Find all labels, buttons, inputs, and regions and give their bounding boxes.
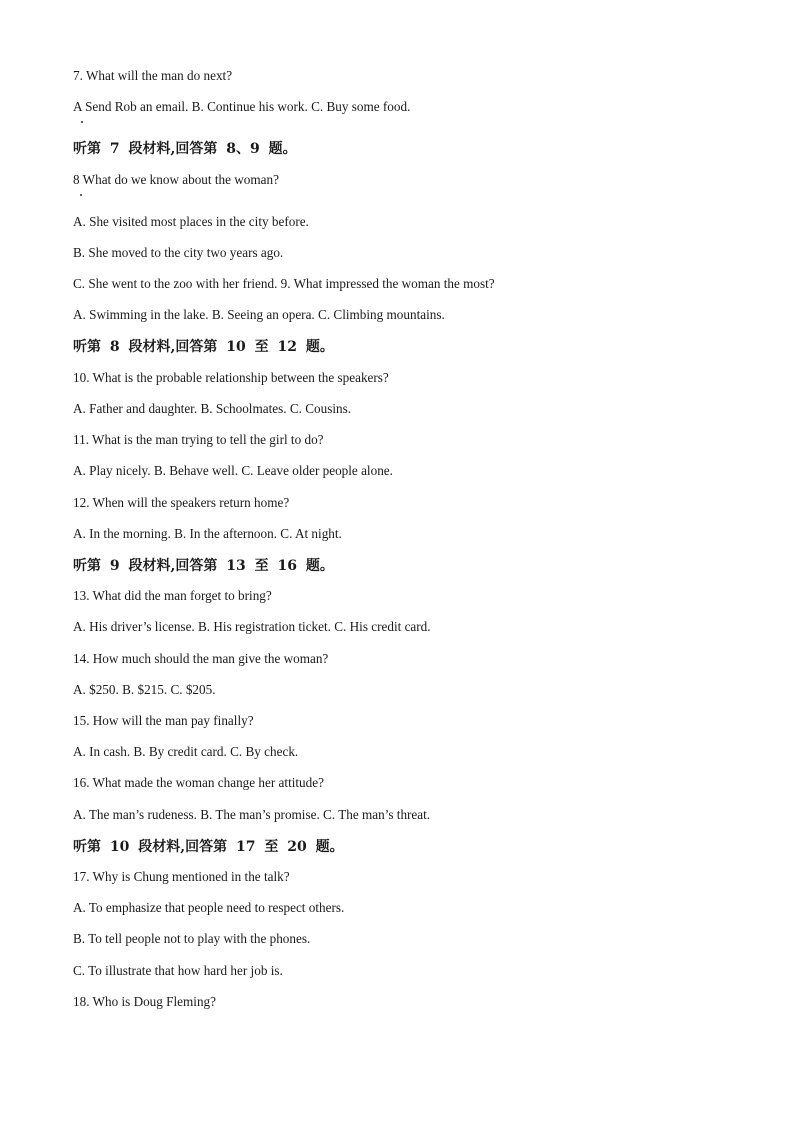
section-heading-10: 听第 10 段材料,回答第 17 至 20 题。 [73, 839, 344, 855]
question-7: 7. What will the man do next? [73, 68, 233, 83]
section-heading-8: 听第 8 段材料,回答第 10 至 12 题。 [73, 339, 334, 355]
question-8-option-c-and-question-9: C. She went to the zoo with her friend. 9. What impressed the woman the most? [73, 276, 495, 291]
question-14: 14. How much should the man give the woman? [73, 651, 329, 666]
question-17-option-c: C. To illustrate that how hard her job is. [73, 963, 283, 978]
question-7-options: A Send Rob an email. B. Continue his work. C. Buy some food. [73, 99, 411, 114]
question-12-options: A. In the morning. B. In the afternoon. C. At night. [73, 526, 342, 541]
question-9-options: A. Swimming in the lake. B. Seeing an opera. C. Climbing mountains. [73, 307, 445, 322]
question-16-options: A. The man’s rudeness. B. The man’s promise. C. The man’s threat. [73, 807, 431, 822]
question-15: 15. How will the man pay finally? [73, 713, 254, 728]
question-18: 18. Who is Doug Fleming? [73, 994, 216, 1009]
question-8: 8 What do we know about the woman? [73, 172, 279, 187]
question-8-option-a: A. She visited most places in the city before. [73, 214, 309, 229]
question-11-options: A. Play nicely. B. Behave well. C. Leave older people alone. [73, 463, 393, 478]
question-10: 10. What is the probable relationship between the speakers? [73, 370, 389, 385]
question-11: 11. What is the man trying to tell the girl to do? [73, 432, 324, 447]
stray-mark [81, 121, 83, 123]
question-15-options: A. In cash. B. By credit card. C. By check. [73, 744, 299, 759]
question-13: 13. What did the man forget to bring? [73, 588, 272, 603]
question-17-option-a: A. To emphasize that people need to respect others. [73, 900, 345, 915]
question-17-option-b: B. To tell people not to play with the phones. [73, 931, 311, 946]
question-13-options: A. His driver’s license. B. His registration ticket. C. His credit card. [73, 619, 431, 634]
question-10-options: A. Father and daughter. B. Schoolmates. C. Cousins. [73, 401, 352, 416]
question-12: 12. When will the speakers return home? [73, 495, 290, 510]
question-17: 17. Why is Chung mentioned in the talk? [73, 869, 290, 884]
section-heading-7: 听第 7 段材料,回答第 8、9 题。 [73, 141, 297, 157]
stray-mark [80, 194, 82, 196]
question-16: 16. What made the woman change her attitude? [73, 775, 324, 790]
question-8-option-b: B. She moved to the city two years ago. [73, 245, 284, 260]
section-heading-9: 听第 9 段材料,回答第 13 至 16 题。 [73, 558, 334, 574]
question-14-options: A. $250. B. $215. C. $205. [73, 682, 216, 697]
